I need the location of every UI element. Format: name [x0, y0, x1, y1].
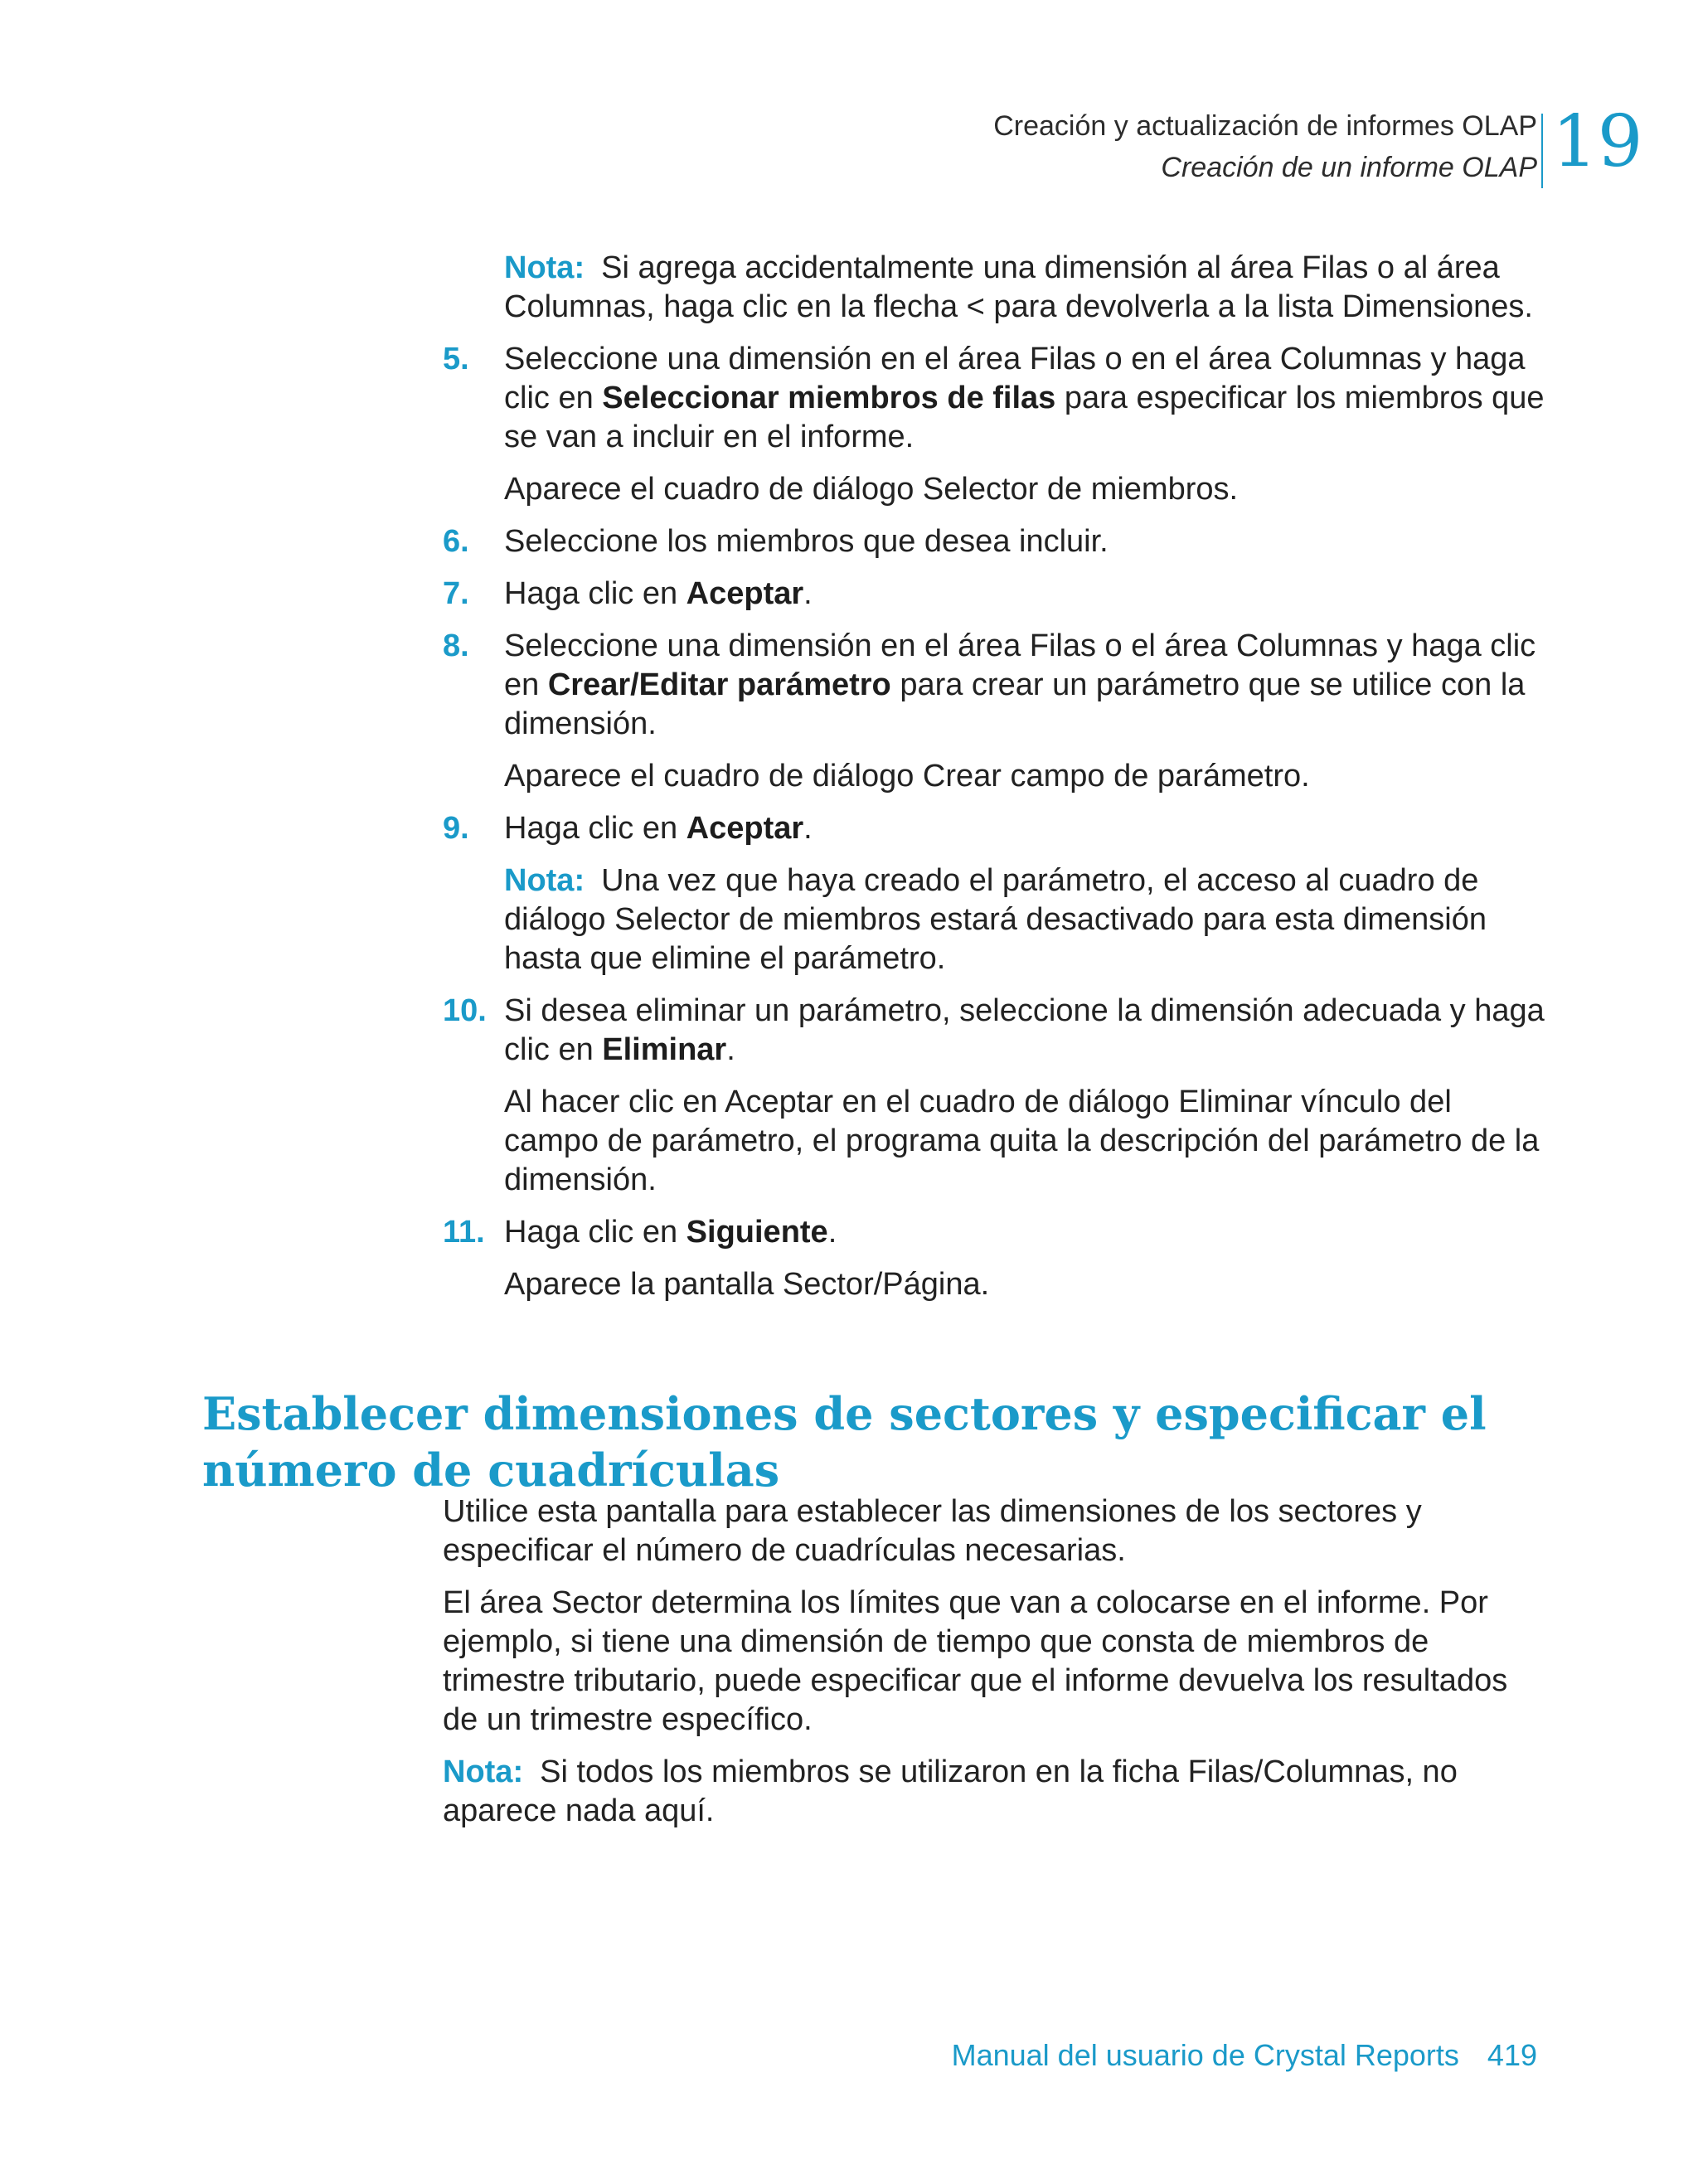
step-number: 9. — [443, 811, 469, 846]
step-number: 6. — [443, 524, 469, 559]
chapter-number: 19 — [1552, 100, 1643, 183]
note-top — [504, 249, 1545, 327]
step-10-result: Al hacer clic en Aceptar en el cuadro de diálogo Eliminar vínculo del campo de parámetro, el programa quita la descripción del parámetro de la dimensión. — [504, 1085, 1540, 1197]
step-6 — [443, 522, 1545, 561]
note-text: Si agrega accidentalmente una dimensión al área Filas o al área Columnas, haga clic en la flecha < para devolverla a la lista Dimensiones. — [504, 250, 1533, 324]
step-8-result: Aparece el cuadro de diálogo Crear campo de parámetro. — [504, 759, 1310, 794]
step-text: Si desea eliminar un parámetro, seleccione la dimensión adecuada y haga clic en — [504, 993, 1545, 1067]
step-text-end: . — [803, 576, 813, 611]
step-9-note — [504, 861, 1545, 978]
step-number: 10. — [443, 993, 487, 1028]
step-text: Seleccione los miembros que desea incluir. — [504, 524, 1109, 559]
note-label: Nota: — [443, 1754, 524, 1789]
header-divider — [1541, 114, 1543, 188]
note-text: Si todos los miembros se utilizaron en la ficha Filas/Columnas, no aparece nada aquí. — [443, 1754, 1458, 1828]
step-number: 5. — [443, 342, 469, 376]
note-label: Nota: — [504, 863, 585, 898]
section-heading: Establecer dimensiones de sectores y especificar el número de cuadrículas — [202, 1386, 1487, 1497]
step-text: Haga clic en — [504, 811, 686, 846]
ui-term: Siguiente — [686, 1215, 828, 1250]
step-5-result: Aparece el cuadro de diálogo Selector de miembros. — [504, 472, 1239, 507]
ui-term: Aceptar — [686, 811, 804, 846]
step-text-end: para crear un parámetro que se utilice con la dimensión. — [504, 667, 1526, 741]
step-text-end: . — [726, 1032, 735, 1067]
section-note — [443, 1753, 1545, 1831]
step-9 — [443, 809, 1545, 848]
ui-term: Aceptar — [686, 576, 804, 611]
page-footer — [952, 2038, 1537, 2073]
chapter-title: Creación y actualización de informes OLAP — [993, 110, 1537, 142]
step-text-end: para especificar los miembros que se van a incluir en el informe. — [504, 381, 1545, 454]
step-7 — [443, 575, 1545, 614]
step-number: 7. — [443, 576, 469, 611]
ui-term: Crear/Editar parámetro — [547, 667, 891, 702]
footer-title: Manual del usuario de Crystal Reports — [951, 2038, 1459, 2072]
header-titles — [993, 105, 1537, 188]
step-text-end: . — [827, 1215, 837, 1250]
step-10 — [443, 992, 1545, 1070]
ui-term: Eliminar — [602, 1032, 727, 1067]
ui-term: Seleccionar miembros de filas — [602, 381, 1056, 415]
step-text: Haga clic en — [504, 1215, 686, 1250]
section-paragraph-2: El área Sector determina los límites que van a colocarse en el informe. Por ejemplo, si tiene una dimensión de tiempo que consta de miembros de trimestre tributario, puede especificar que el informe devuelva los resultados de un trimestre específico. — [443, 1585, 1508, 1737]
section-paragraph-1: Utilice esta pantalla para establecer las dimensiones de los sectores y especificar el número de cuadrículas necesarias. — [443, 1494, 1422, 1568]
step-number: 8. — [443, 629, 469, 663]
step-number: 11. — [443, 1215, 485, 1250]
step-text: Haga clic en — [504, 576, 686, 611]
step-5 — [443, 340, 1545, 457]
step-text: Seleccione una dimensión en el área Filas o el área Columnas y haga clic en — [504, 629, 1536, 702]
running-header — [0, 100, 1698, 197]
step-text-end: . — [803, 811, 813, 846]
section-title: Creación de un informe OLAP — [1161, 152, 1537, 183]
step-11 — [443, 1213, 1545, 1252]
page-number: 419 — [1487, 2038, 1537, 2072]
step-text: Seleccione una dimensión en el área Filas o en el área Columnas y haga clic en — [504, 342, 1526, 415]
procedure-body — [443, 249, 1545, 1318]
note-label: Nota: — [504, 250, 585, 285]
step-8 — [443, 627, 1545, 744]
note-text: Una vez que haya creado el parámetro, el acceso al cuadro de diálogo Selector de miembros estará desactivado para esta dimensión hasta que elimine el parámetro. — [504, 863, 1487, 976]
step-11-result: Aparece la pantalla Sector/Página. — [504, 1267, 990, 1302]
section-body — [443, 1492, 1545, 1844]
